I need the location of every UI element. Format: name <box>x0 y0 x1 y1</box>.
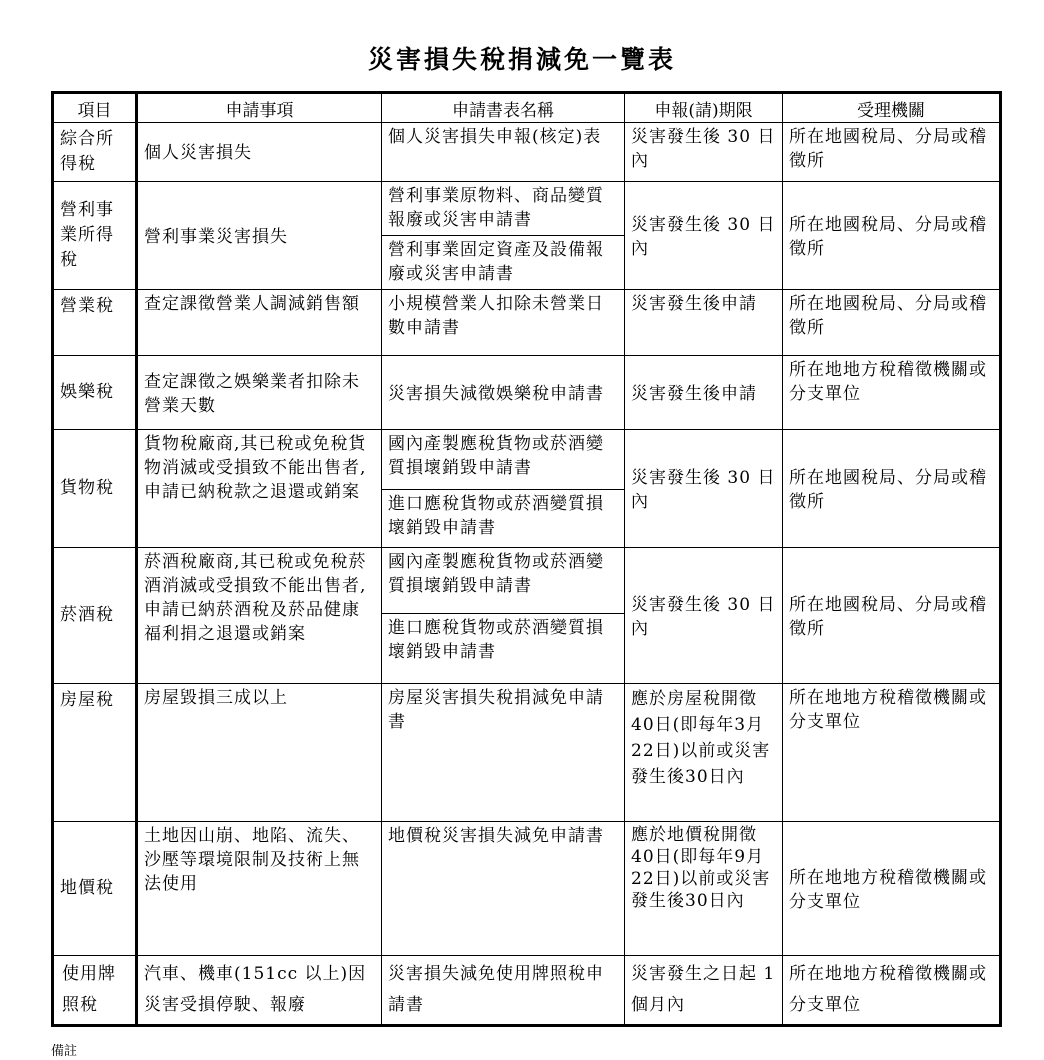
row-item: 營業稅 <box>60 296 114 316</box>
table-row <box>53 182 1001 236</box>
row-form: 小規模營業人扣除未營業日數申請書 <box>388 294 604 338</box>
row-agency: 所在地國稅局、分局或稽徵所 <box>789 127 987 171</box>
row-form: 房屋災害損失稅捐減免申請書 <box>388 688 604 732</box>
row-item: 貨物稅 <box>60 478 114 498</box>
footnote: 備註 <box>51 1044 78 1059</box>
row-deadline: 應於房屋稅開徵40日(即每年3月22日)以前或災害發生後30日內 <box>631 689 771 787</box>
row-form: 個人災害損失申報(核定)表 <box>388 127 602 147</box>
header-item: 項目 <box>53 93 137 123</box>
table-row <box>53 290 1001 356</box>
row-agency: 所在地地方稅稽徵機關或分支單位 <box>789 360 987 404</box>
row-deadline: 災害發生後申請 <box>631 383 757 404</box>
row-deadline: 應於地價稅開徵40日(即每年9月22日)以前或災害發生後30日內 <box>631 825 771 911</box>
row-matter: 貨物稅廠商,其已稅或免稅貨物消滅或受損致不能出售者,申請已納稅款之退還或銷案 <box>144 434 367 502</box>
row-deadline: 災害發生後申請 <box>631 294 757 314</box>
row-matter: 汽車、機車(151cc 以上)因災害受損停駛、報廢 <box>144 964 367 1015</box>
table-row <box>53 548 1001 614</box>
row-deadline: 災害發生後 30 日內 <box>631 594 776 639</box>
row-matter: 查定課徵營業人調減銷售額 <box>144 294 360 314</box>
header-deadline: 申報(請)期限 <box>625 93 783 123</box>
row-item: 娛樂稅 <box>60 382 114 402</box>
row-deadline: 災害發生之日起 1 個月內 <box>631 964 776 1015</box>
row-item: 菸酒稅 <box>60 605 114 625</box>
table-row <box>53 123 1001 182</box>
row-agency: 所在地地方稅稽徵機關或分支單位 <box>789 964 987 1015</box>
row-form: 國內產製應稅貨物或菸酒變質損壞銷毀申請書 <box>388 434 604 478</box>
row-form: 災害損失減免使用牌照稅申請書 <box>388 964 604 1015</box>
page-title: 災害損失稅捐減免一覽表 <box>367 45 676 74</box>
row-form: 營利事業固定資產及設備報廢或災害申請書 <box>388 240 604 284</box>
table-row <box>53 684 1001 822</box>
row-agency: 所在地國稅局、分局或稽徵所 <box>789 467 987 512</box>
row-matter: 土地因山崩、地陷、流失、沙壓等環境限制及技術上無法使用 <box>144 826 360 894</box>
row-agency: 所在地國稅局、分局或稽徵所 <box>789 294 987 338</box>
row-agency: 所在地地方稅稽徵機關或分支單位 <box>789 688 987 732</box>
table-header-row <box>53 93 1001 123</box>
table-row <box>53 430 1001 490</box>
row-matter: 查定課徵之娛樂業者扣除未營業天數 <box>144 371 360 416</box>
row-form: 進口應稅貨物或菸酒變質損壞銷毀申請書 <box>388 494 604 538</box>
row-item: 使用牌照稅 <box>62 964 116 1015</box>
table-row <box>53 356 1001 430</box>
row-matter: 營利事業災害損失 <box>144 226 288 247</box>
header-agency: 受理機關 <box>783 93 1001 123</box>
row-matter: 房屋毀損三成以上 <box>144 688 288 708</box>
row-agency: 所在地地方稅稽徵機關或分支單位 <box>789 867 987 912</box>
row-deadline: 災害發生後 30 日內 <box>631 127 776 171</box>
row-form: 國內產製應稅貨物或菸酒變質損壞銷毀申請書 <box>388 552 604 596</box>
header-matter: 申請事項 <box>137 93 382 123</box>
row-deadline: 災害發生後 30 日內 <box>631 214 776 259</box>
table-row <box>53 822 1001 956</box>
row-form: 營利事業原物料、商品變質報廢或災害申請書 <box>388 186 604 230</box>
header-forms: 申請書表名稱 <box>382 93 625 123</box>
row-item: 營利事業所得稅 <box>60 200 114 270</box>
row-matter: 個人災害損失 <box>144 143 252 163</box>
row-form: 災害損失減徵娛樂稅申請書 <box>388 383 604 404</box>
row-form: 進口應稅貨物或菸酒變質損壞銷毀申請書 <box>388 618 604 662</box>
table-row <box>53 956 1001 1026</box>
row-matter: 菸酒稅廠商,其已稅或免稅菸酒消滅或受損致不能出售者,申請已納菸酒稅及菸品健康福利捐之退還或銷案 <box>144 552 367 644</box>
row-form: 地價稅災害損失減免申請書 <box>388 826 604 846</box>
row-agency: 所在地國稅局、分局或稽徵所 <box>789 214 987 259</box>
row-agency: 所在地國稅局、分局或稽徵所 <box>789 594 987 639</box>
row-item: 地價稅 <box>60 878 114 898</box>
row-item: 綜合所得稅 <box>60 129 114 174</box>
row-deadline: 災害發生後 30 日內 <box>631 467 776 512</box>
tax-relief-table <box>51 91 1002 1027</box>
row-item: 房屋稅 <box>60 690 114 710</box>
